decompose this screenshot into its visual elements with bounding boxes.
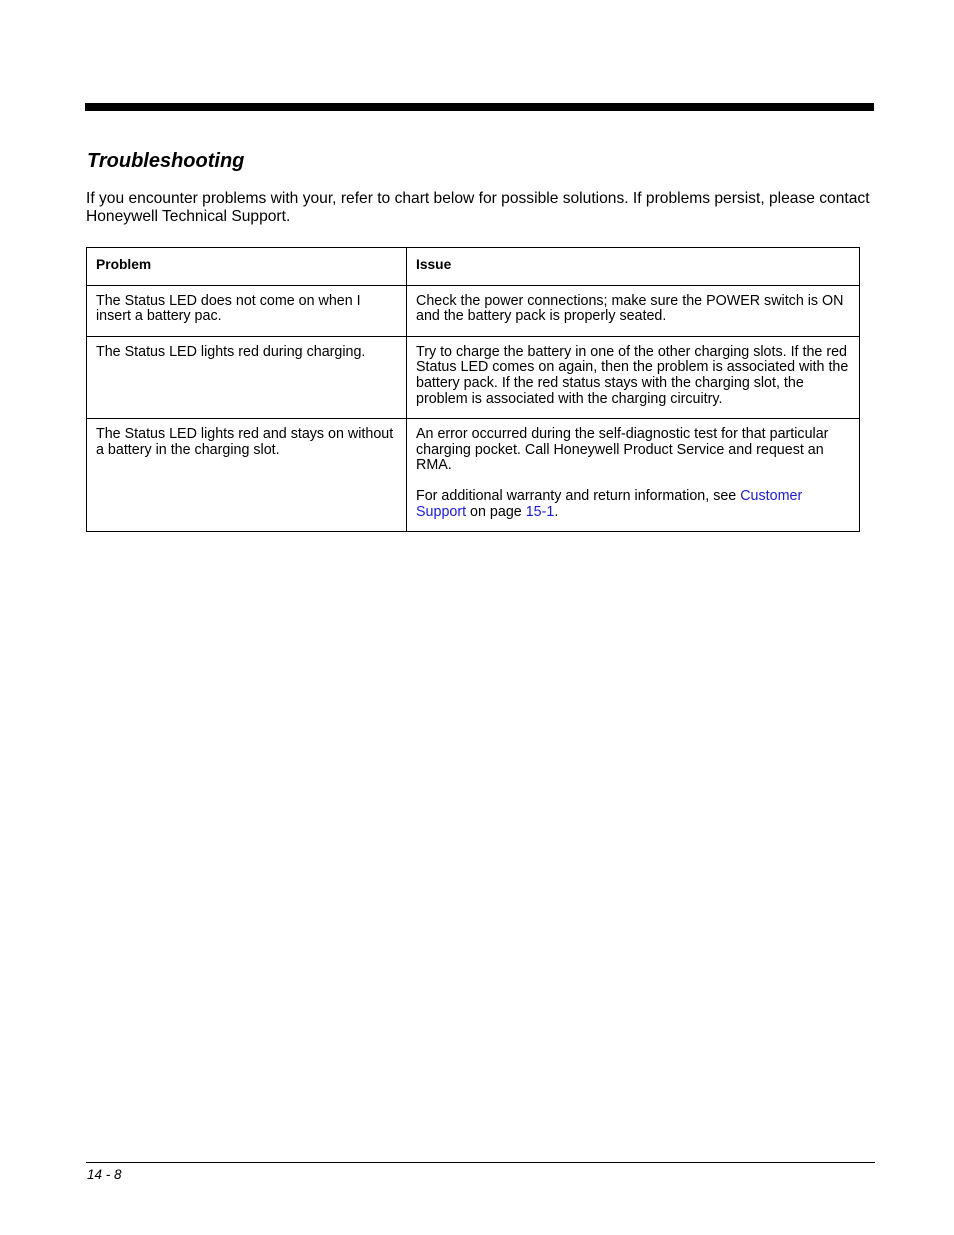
- table-row: [87, 336, 860, 418]
- issue-text: An error occurred during the self-diagnostic test for that particular charging pocket. Call Honeywell Product Service and request an RMA.: [416, 426, 829, 474]
- customer-support-link[interactable]: Customer Support: [416, 487, 803, 520]
- page-reference-link[interactable]: 15-1: [525, 503, 555, 520]
- warranty-note-suffix: .: [554, 503, 559, 520]
- problem-cell: The Status LED lights red and stays on without a battery in the charging slot.: [87, 419, 407, 532]
- table-header-row: [87, 248, 860, 286]
- page-number: 14 - 8: [87, 1167, 122, 1182]
- table-row: [87, 285, 860, 336]
- issue-cell: Check the power connections; make sure the POWER switch is ON and the battery pack is properly seated.: [407, 285, 860, 336]
- column-header-problem: Problem: [87, 248, 407, 286]
- top-rule: [85, 103, 874, 111]
- issue-cell: Try to charge the battery in one of the other charging slots. If the red Status LED comes on again, then the problem is associated with the battery pack. If the red status stays with the charging slot, the problem is associated with the charging circuitry.: [407, 336, 860, 418]
- column-header-issue: Issue: [407, 248, 860, 286]
- issue-cell: [407, 419, 860, 532]
- warranty-note-middle: on page: [466, 503, 526, 520]
- footer-rule: [86, 1162, 875, 1163]
- section-title: Troubleshooting: [87, 150, 245, 172]
- problem-cell: The Status LED lights red during charging.: [87, 336, 407, 418]
- warranty-note-prefix: For additional warranty and return information, see: [416, 487, 741, 504]
- problem-cell: The Status LED does not come on when I insert a battery pac.: [87, 285, 407, 336]
- troubleshooting-table: [86, 247, 860, 532]
- table-row: [87, 419, 860, 532]
- warranty-note: [416, 489, 850, 520]
- intro-paragraph: If you encounter problems with your, refer to chart below for possible solutions. If problems persist, please contact Honeywell Technical Support.: [86, 190, 870, 225]
